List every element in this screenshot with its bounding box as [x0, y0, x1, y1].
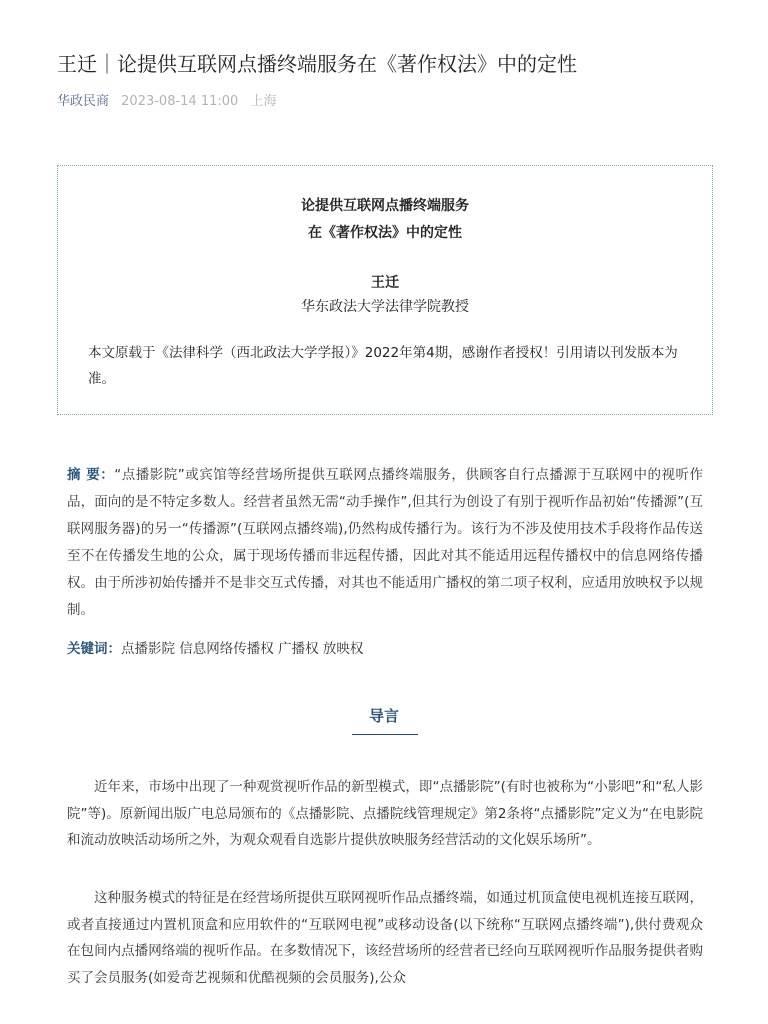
box-title-line1: 论提供互联网点播终端服务 — [301, 198, 469, 214]
publish-date: 2023-08-14 11:00 — [121, 94, 239, 109]
keywords-text: 点播影院 信息网络传播权 广播权 放映权 — [121, 641, 364, 657]
keywords — [67, 636, 703, 663]
section-underline — [352, 734, 418, 735]
author-account-link[interactable]: 华政民商 — [57, 94, 110, 109]
abstract-text: “点播影院”或宾馆等经营场所提供互联网点播终端服务，供顾客自行点播源于互联网中的视听作品，面向的是不特定多数人。经营者虽然无需“动手操作”,但其行为创设了有别于视听作品初始“传播源”(互联网服务器)的另一“传播源”(互联网点播终端),仍然构成传播行为。该行为不涉及使用技术手段将作品传送至不在传播发生地的公众，属于现场传播而非远程传播，因此对其不能适用远程传播权中的信息网络传播权。由于所涉初始传播并不是非交互式传播，对其也不能适用广播权的第二项子权利，应适用放映权予以规制。 — [67, 467, 703, 618]
box-affiliation: 华东政法大学法律学院教授 — [301, 299, 469, 315]
keywords-label: 关键词： — [67, 641, 121, 657]
body-paragraph-2: 这种服务模式的特征是在经营场所提供互联网视听作品点播终端，如通过机顶盒使电视机连接互联网，或者直接通过内置机顶盒和应用软件的“互联网电视”或移动设备(以下统称“互联网点播终端”),供付费观众在包间内点播网络端的视听作品。在多数情况下，该经营场所的经营者已经向互联网视听作品服务提供者购买了会员服务(如爱奇艺视频和优酷视频的会员服务),公众 — [67, 890, 703, 986]
box-author: 王迁 — [371, 275, 399, 291]
publish-location: 上海 — [250, 94, 277, 109]
abstract-label: 摘 要： — [67, 467, 115, 483]
box-title-line2: 在《著作权法》中的定性 — [308, 225, 462, 241]
article-info-box — [57, 165, 713, 415]
body-paragraph-1: 近年来，市场中出现了一种观赏视听作品的新型模式，即“点播影院”(有时也被称为“小影吧”和“私人影院”等)。原新闻出版广电总局颁布的《点播影院、点播院线管理规定》第2条将“点播影院”定义为“在电影院和流动放映活动场所之外，为观众观看自选影片提供放映服务经营活动的文化娱乐场所”。 — [67, 779, 703, 848]
box-source-note: 本文原载于《法律科学（西北政法大学学报）》2022年第4期，感谢作者授权！引用请以刊发版本为准。 — [88, 345, 678, 387]
abstract — [67, 462, 703, 624]
article-title: 王迁｜论提供互联网点播终端服务在《著作权法》中的定性 — [57, 52, 577, 76]
section-heading: 导言 — [368, 707, 399, 725]
article-meta — [57, 92, 276, 112]
